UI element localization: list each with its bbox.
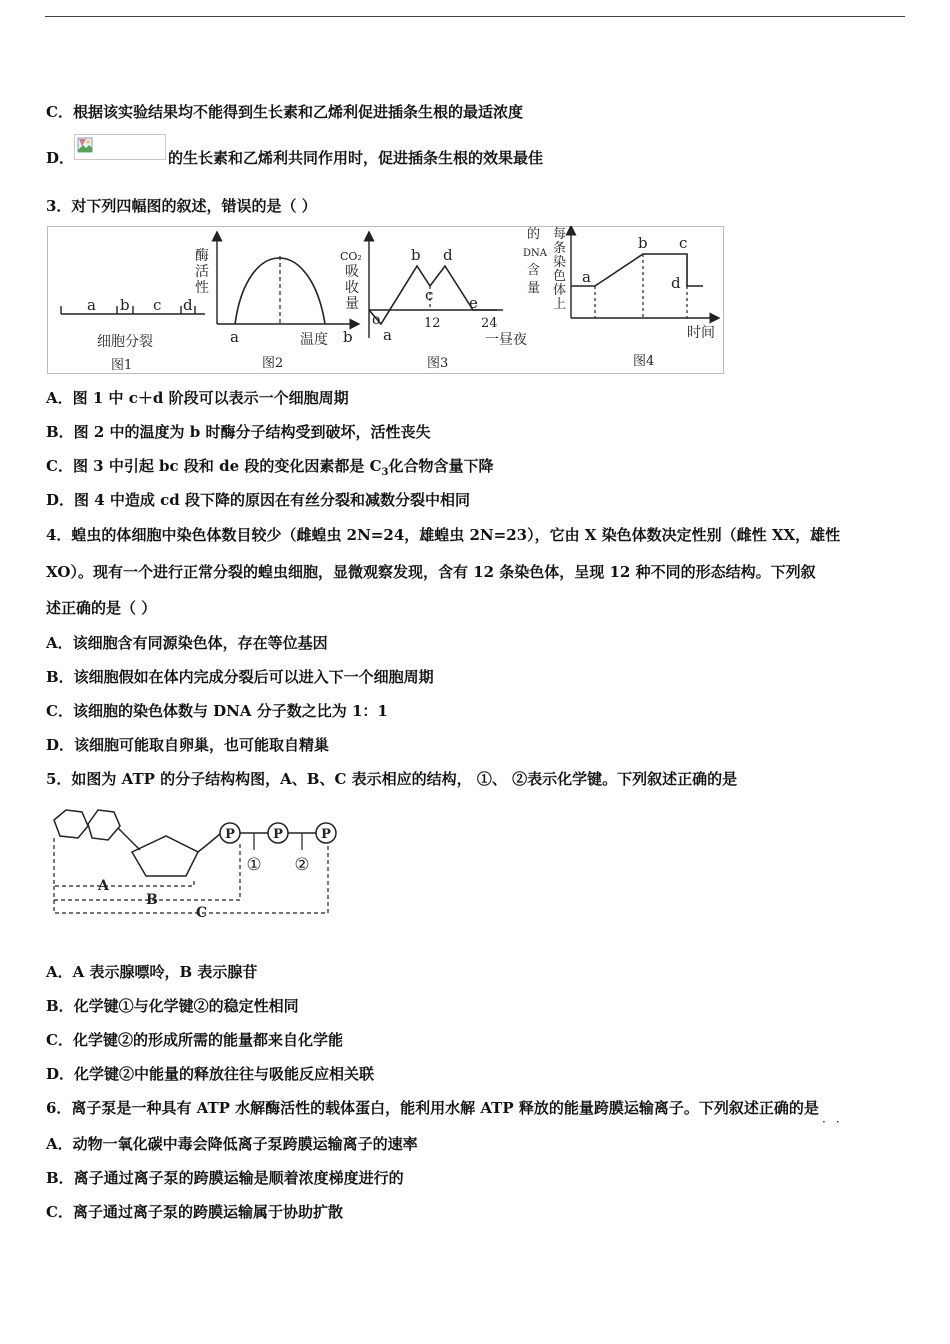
emphasis-dots: ··	[822, 1115, 850, 1129]
fig3-ylabel-3: 量	[345, 296, 359, 312]
atp-bond-2-label: ②	[294, 855, 310, 875]
fig4-ylabel-left-2: DNA	[523, 248, 547, 259]
option-5a: A．A 表示腺嘌呤，B 表示腺苷	[46, 963, 258, 981]
option-3d: D．图 4 中造成 cd 段下降的原因在有丝分裂和减数分裂中相同	[46, 491, 470, 509]
fig4-label-c: c	[679, 234, 688, 252]
fig4-label-b: b	[638, 234, 648, 252]
question-4-line-1: 4．蝗虫的体细胞中染色体数目较少（雌蝗虫 2N=24，雄蝗虫 2N=23），它由 X 染色体数决定性别（雌性 XX，雄性	[46, 526, 841, 544]
atp-label-A: A	[98, 878, 109, 894]
fig4-ylabel-right-3: 染	[553, 255, 567, 270]
fig4-ylabel-right-5: 体	[553, 283, 567, 298]
option-2d-text: 的生长素和乙烯利共同作用时，促进插条生根的效果最佳	[168, 149, 544, 167]
option-3c-text-2: 化合物含量下降	[388, 457, 494, 475]
fig4-label-d: d	[671, 274, 681, 292]
fig3-ylabel-co2: CO₂	[340, 250, 362, 263]
fig3-xlabel: 一昼夜	[485, 332, 527, 348]
fig3-title: 图3	[427, 356, 449, 371]
fig3-tick-12: 12	[424, 316, 441, 331]
fig2-title: 图2	[262, 356, 284, 371]
option-3c-text-1: C．图 3 中引起 bc 段和 de 段的变化因素都是 C	[46, 457, 382, 475]
fig1-caption: 细胞分裂	[97, 334, 153, 350]
option-6b: B．离子通过离子泵的跨膜运输是顺着浓度梯度进行的	[46, 1169, 404, 1187]
option-5c: C．化学键②的形成所需的能量都来自化学能	[46, 1031, 343, 1049]
question-4-line-2: XO）。现有一个进行正常分裂的蝗虫细胞，显微观察发现，含有 12 条染色体，呈现 12 种不同的形态结构。下列叙	[46, 563, 816, 581]
fig4-xlabel: 时间	[687, 325, 715, 341]
option-2c: C．根据该实验结果均不能得到生长素和乙烯利促进插条生根的最适浓度	[46, 103, 523, 121]
option-4b: B．该细胞假如在体内完成分裂后可以进入下一个细胞周期	[46, 668, 434, 686]
fig4-ylabel-right-1: 每	[553, 227, 567, 242]
question-3: 3．对下列四幅图的叙述，错误的是（ ）	[46, 197, 317, 215]
fig2-ylabel-1: 酶	[195, 248, 209, 264]
fig3-label-e: e	[469, 294, 478, 312]
atp-label-B: B	[146, 892, 158, 908]
fig3-label-d: d	[443, 246, 453, 264]
option-6a: A．动物一氧化碳中毒会降低离子泵跨膜运输离子的速率	[46, 1135, 418, 1153]
fig3-label-b: b	[411, 246, 421, 264]
option-3c-subscript: 3	[381, 467, 389, 478]
option-2d-prefix: D．	[46, 149, 75, 167]
question-3-figures	[47, 226, 724, 374]
fig3-ylabel-2: 收	[345, 280, 359, 296]
figure-1	[61, 296, 205, 373]
fig4-ylabel-right-6: 上	[553, 297, 567, 312]
broken-image-icon	[77, 137, 93, 153]
fig2-xlabel: 温度	[300, 332, 328, 348]
option-3a: A．图 1 中 c＋d 阶段可以表示一个细胞周期	[46, 389, 349, 407]
fig4-title: 图4	[633, 354, 655, 369]
fig3-label-o: o	[372, 312, 381, 328]
option-3b: B．图 2 中的温度为 b 时酶分子结构受到破坏，活性丧失	[46, 423, 431, 441]
fig3-label-c: c	[425, 286, 434, 304]
fig2-label-b: b	[343, 328, 353, 346]
fig1-title: 图1	[111, 358, 133, 373]
option-4d: D．该细胞可能取自卵巢，也可能取自精巢	[46, 736, 330, 754]
atp-label-C: C	[196, 905, 208, 918]
option-5b: B．化学键①与化学键②的稳定性相同	[46, 997, 299, 1015]
fig2-ylabel-3: 性	[195, 280, 209, 296]
option-5d: D．化学键②中能量的释放往往与吸能反应相关联	[46, 1065, 375, 1083]
header-rule	[45, 16, 905, 17]
atp-structure-diagram	[48, 806, 348, 918]
fig1-label-a: a	[87, 296, 96, 314]
atp-phosphate-3: P	[321, 827, 331, 842]
fig3-ylabel-1: 吸	[345, 264, 359, 280]
fig1-label-b: b	[120, 296, 130, 314]
option-3c	[46, 456, 494, 483]
option-4c: C．该细胞的染色体数与 DNA 分子数之比为 1：1	[46, 702, 388, 720]
question-6: 6．离子泵是一种具有 ATP 水解酶活性的载体蛋白，能利用水解 ATP 释放的能量跨膜运输离子。下列叙述正确的是	[46, 1099, 819, 1117]
fig4-ylabel-right-2: 条	[553, 241, 567, 256]
fig3-label-a: a	[383, 326, 392, 344]
atp-phosphate-1: P	[225, 827, 235, 842]
question-4-line-3: 述正确的是（ ）	[46, 599, 157, 617]
figure-3	[340, 236, 527, 371]
fig4-ylabel-left-3: 含	[527, 263, 541, 278]
fig4-ylabel-left-4: 量	[527, 281, 541, 296]
figure-2	[195, 236, 355, 371]
fig2-ylabel-2: 活	[195, 264, 209, 280]
option-6c: C．离子通过离子泵的跨膜运输属于协助扩散	[46, 1203, 343, 1221]
atp-bond-1-label: ①	[246, 855, 262, 875]
fig3-tick-24: 24	[481, 316, 498, 331]
fig4-ylabel-right-4: 色	[553, 269, 567, 284]
figure-4	[523, 227, 715, 369]
fig2-label-a: a	[230, 328, 239, 346]
atp-phosphate-2: P	[273, 827, 283, 842]
fig1-label-d: d	[183, 296, 193, 314]
fig4-ylabel-left-1: 的	[527, 227, 541, 242]
question-5: 5．如图为 ATP 的分子结构构图，A、B、C 表示相应的结构， ①、 ②表示化学键。下列叙述正确的是	[46, 770, 738, 788]
broken-image-placeholder	[74, 134, 166, 160]
fig4-label-a: a	[582, 268, 591, 286]
fig1-label-c: c	[153, 296, 162, 314]
option-4a: A．该细胞含有同源染色体，存在等位基因	[46, 634, 328, 652]
